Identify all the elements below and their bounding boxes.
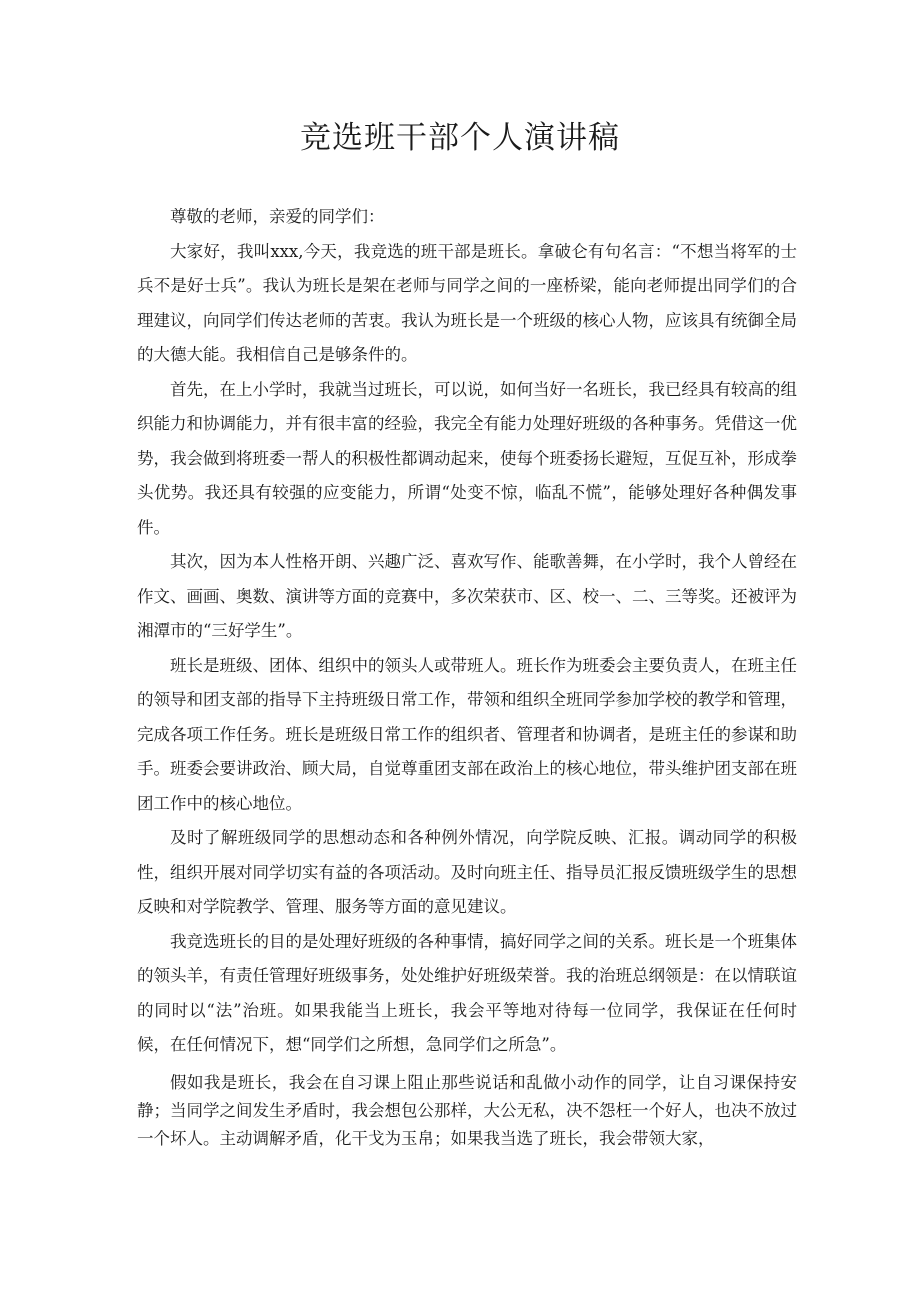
paragraph-introduction: 大家好，我叫xxx,今天，我竞选的班干部是班长。拿破仑有句名言：“不想当将军的士兵不是好士兵”。我认为班长是架在老师与同学之间的一座桥梁，能向老师提出同学们的合理建议，向同学们传达老师的苦衷。我认为班长是一个班级的核心人物，应该具有统御全局的大德大能。我相信自己是够条件的。 [137,241,797,364]
paragraph-duties: 及时了解班级同学的思想动态和各种例外情况，向学院反映、汇报。调动同学的积极性，组织开展对同学切实有益的各项活动。及时向班主任、指导员汇报反馈班级学生的思想反映和对学院教学、管理、服务等方面的意见建议。 [137,828,797,916]
paragraph-experience: 首先，在上小学时，我就当过班长，可以说，如何当好一名班长，我已经具有较高的组织能力和协调能力，并有很丰富的经验，我完全有能力处理好班级的各种事务。凭借这一优势，我会做到将班委一帮人的积极性都调动起来，使每个班委扬长避短，互促互补，形成拳头优势。我还具有较强的应变能力，所谓“处变不惊，临乱不慌”，能够处理好各种偶发事件。 [137,379,797,537]
paragraph-goals: 我竞选班长的目的是处理好班级的各种事情，搞好同学之间的关系。班长是一个班集体的领头羊，有责任管理好班级事务，处处维护好班级荣誉。我的治班总纲领是：在以情联谊的同时以“法”治班。如果我能当上班长，我会平等地对待每一位同学，我保证在任何时候，在任何情况下，想“同学们之所想，急同学们之所急”。 [137,931,797,1054]
paragraph-achievements: 其次，因为本人性格开朗、兴趣广泛、喜欢写作、能歌善舞，在小学时，我个人曾经在作文、画画、奥数、演讲等方面的竞赛中，多次荣获市、区、校一、二、三等奖。还被评为湘潭市的“三好学生”。 [137,552,797,640]
paragraph-monitor-role: 班长是班级、团体、组织中的领头人或带班人。班长作为班委会主要负责人，在班主任的领导和团支部的指导下主持班级日常工作，带领和组织全班同学参加学校的教学和管理，完成各项工作任务。班长是班级日常工作的组织者、管理者和协调者，是班主任的参谋和助手。班委会要讲政治、顾大局，自觉尊重团支部在政治上的核心地位，带头维护团支部在班团工作中的核心地位。 [137,655,797,813]
document-title: 竞选班干部个人演讲稿 [300,120,620,156]
paragraph-promises: 假如我是班长，我会在自习课上阻止那些说话和乱做小动作的同学，让自习课保持安静；当同学之间发生矛盾时，我会想包公那样，大公无私，决不怨枉一个好人，也决不放过一个坏人。主动调解矛盾，化干戈为玉帛；如果我当选了班长，我会带领大家， [137,1072,797,1148]
paragraph-greeting: 尊敬的老师，亲爱的同学们： [170,207,385,226]
document-body [137,200,797,1153]
